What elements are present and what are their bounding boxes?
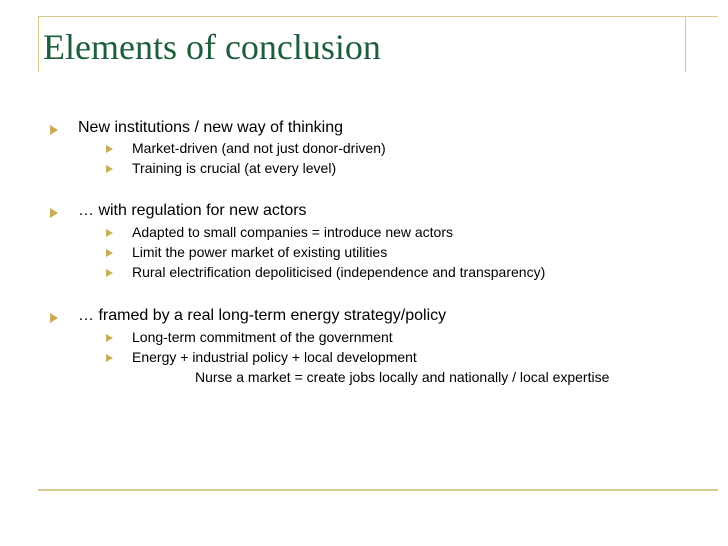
bullet-marker-icon xyxy=(106,145,113,153)
bullet-level2: Long-term commitment of the government xyxy=(132,329,393,345)
bullet-marker-icon xyxy=(106,165,113,173)
bullet-marker-icon xyxy=(106,229,113,237)
bullet-level2: Energy + industrial policy + local development xyxy=(132,349,417,365)
bullet-marker-icon xyxy=(50,313,58,323)
bullet-marker-icon xyxy=(106,249,113,257)
bullet-marker-icon xyxy=(106,334,113,342)
bullet-level1: … framed by a real long-term energy strategy/policy xyxy=(78,307,447,324)
left-rule xyxy=(38,16,39,72)
bullet-level2: Adapted to small companies = introduce new actors xyxy=(132,224,454,240)
right-rule xyxy=(685,16,686,72)
bottom-rule xyxy=(38,489,718,491)
bullet-level1: New institutions / new way of thinking xyxy=(78,119,344,136)
bullet-level2: Limit the power market of existing utilities xyxy=(132,244,388,260)
bullet-level1: … with regulation for new actors xyxy=(78,202,307,219)
bullet-level2: Rural electrification depoliticised (independence and transparency) xyxy=(132,264,546,280)
bullet-note: Nurse a market = create jobs locally and nationally / local expertise xyxy=(195,369,610,385)
slide-title: Elements of conclusion xyxy=(43,27,381,67)
bullet-level2: Market-driven (and not just donor-driven) xyxy=(132,140,386,156)
bullet-marker-icon xyxy=(50,208,58,218)
top-rule xyxy=(38,16,718,17)
bullet-marker-icon xyxy=(106,354,113,362)
bullet-marker-icon xyxy=(106,269,113,277)
bullet-marker-icon xyxy=(50,125,58,135)
bullet-level2: Training is crucial (at every level) xyxy=(132,160,337,176)
